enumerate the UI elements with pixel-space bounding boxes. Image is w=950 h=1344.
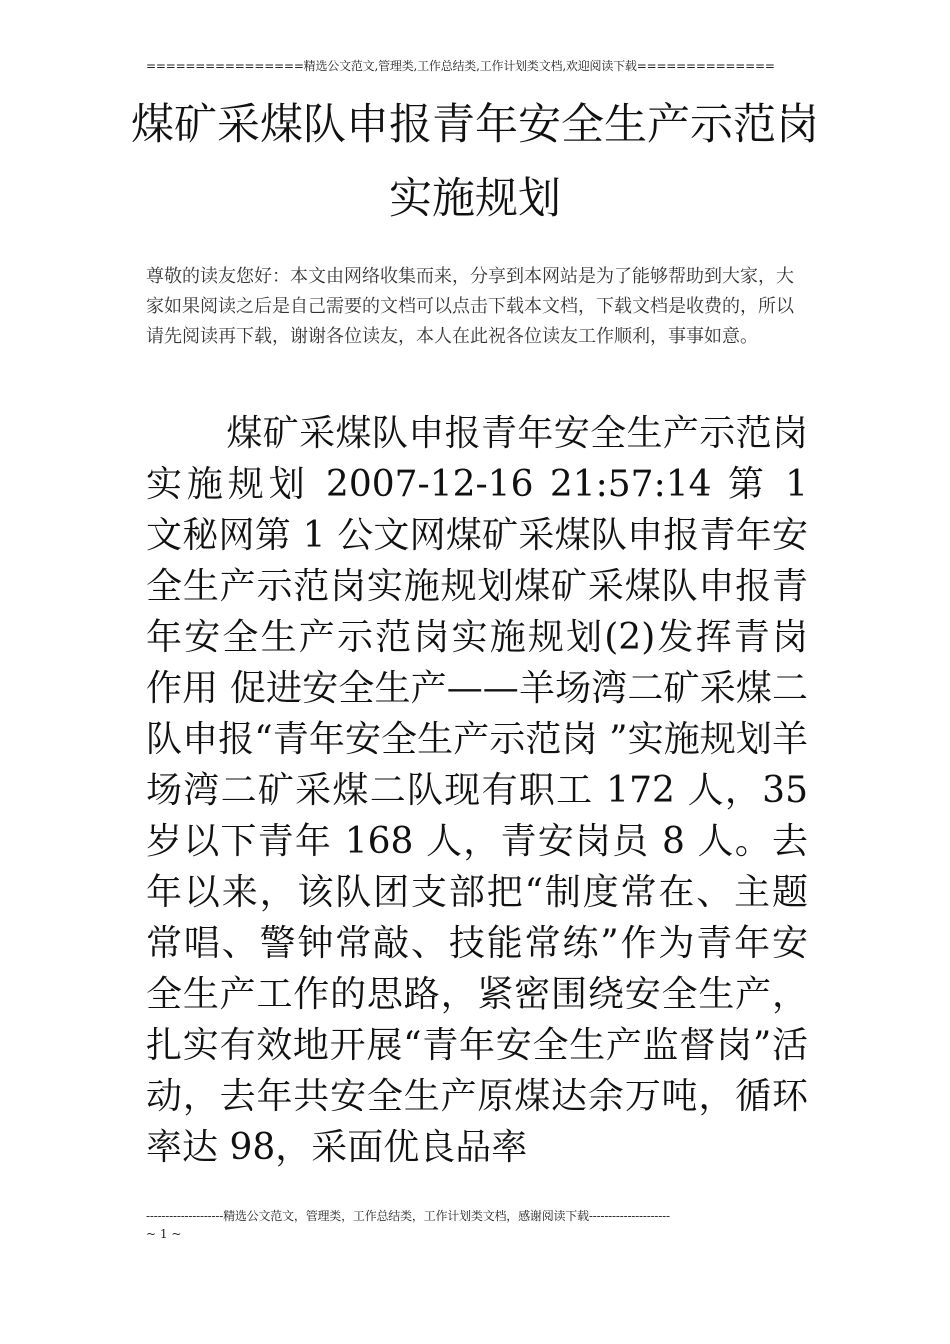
footer-banner: --------------------精选公文范文，管理类，工作总结类，工作计划类文档，感谢阅读下载---------------------	[146, 1209, 670, 1223]
document-title: 煤矿采煤队申报青年安全生产示范岗实施规划	[131, 100, 819, 224]
intro-paragraph: 尊敬的读友您好：本文由网络收集而来，分享到本网站是为了能够帮助到大家，大家如果阅读之后是自己需要的文档可以点击下载本文档，下载文档是收费的，所以请先阅读再下载，谢谢各位读友，本人在此祝各位读友工作顺利，事事如意。	[146, 266, 794, 347]
body-paragraph	[146, 408, 808, 1173]
body-text: 煤矿采煤队申报青年安全生产示范岗实施规划 2007-12-16 21:57:14 第 1 文秘网第 1 公文网煤矿采煤队申报青年安全生产示范岗实施规划煤矿采煤队申报青年安全生产示范岗实施规划(2)发挥青岗作用 促进安全生产——羊场湾二矿采煤二队申报“青年安全生产示范岗 ”实施规划羊场湾二矿采煤二队现有职工 172 人，35 岁以下青年 168 人，青安岗员 8 人。去年以来，该队团支部把“制度常在、主题常唱、警钟常敲、技能常练”作为青年安全生产工作的思路，紧密围绕安全生产，扎实有效地开展“青年安全生产监督岗”活动，去年共安全生产原煤达余万吨，循环率达 98，采面优良品率	[146, 413, 808, 1168]
page-number: ~ 1 ~	[146, 1227, 182, 1241]
header-banner: ================精选公文范文,管理类,工作总结类,工作计划类文档,欢迎阅读下载==============	[146, 59, 775, 73]
